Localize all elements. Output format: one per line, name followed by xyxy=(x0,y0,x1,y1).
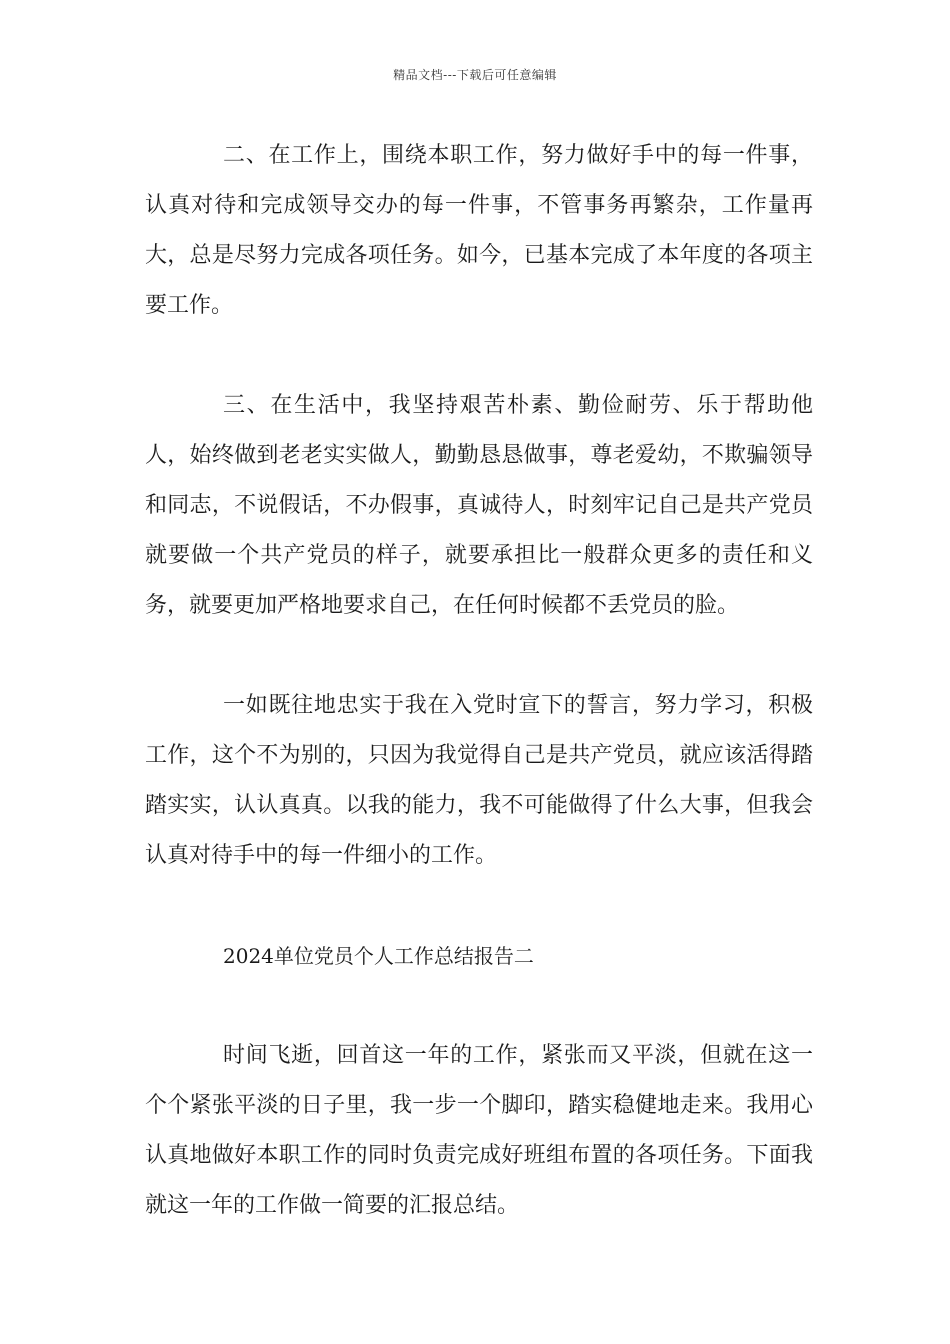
paragraph-work: 二、在工作上，围绕本职工作，努力做好手中的每一件事，认真对待和完成领导交办的每一件事，不管事务再繁杂，工作量再大，总是尽努力完成各项任务。如今，已基本完成了本年度的各项主要工作。 xyxy=(145,143,813,318)
section-title: 2024单位党员个人工作总结报告二 xyxy=(223,944,534,968)
paragraph-gap xyxy=(145,631,813,681)
paragraph-gap xyxy=(145,881,813,931)
document-body xyxy=(145,131,813,1231)
paragraph-gap xyxy=(145,331,813,381)
paragraph-pledge: 一如既往地忠实于我在入党时宣下的誓言，努力学习，积极工作，这个不为别的，只因为我觉得自己是共产党员，就应该活得踏踏实实，认认真真。以我的能力，我不可能做得了什么大事，但我会认真对待手中的每一件细小的工作。 xyxy=(145,693,813,868)
paragraph-summary-intro: 时间飞逝，回首这一年的工作，紧张而又平淡，但就在这一个个紧张平淡的日子里，我一步一个脚印，踏实稳健地走来。我用心认真地做好本职工作的同时负责完成好班组布置的各项任务。下面我就这一年的工作做一简要的汇报总结。 xyxy=(145,1043,813,1218)
page-header: 精品文档---下载后可任意编辑 xyxy=(393,68,557,82)
paragraph-life: 三、在生活中，我坚持艰苦朴素、勤俭耐劳、乐于帮助他人，始终做到老老实实做人，勤勤恳恳做事，尊老爱幼，不欺骗领导和同志，不说假话，不办假事，真诚待人，时刻牢记自己是共产党员就要做一个共产党员的样子，就要承担比一般群众更多的责任和义务，就要更加严格地要求自己，在任何时候都不丢党员的脸。 xyxy=(145,393,813,618)
paragraph-gap xyxy=(145,981,813,1031)
